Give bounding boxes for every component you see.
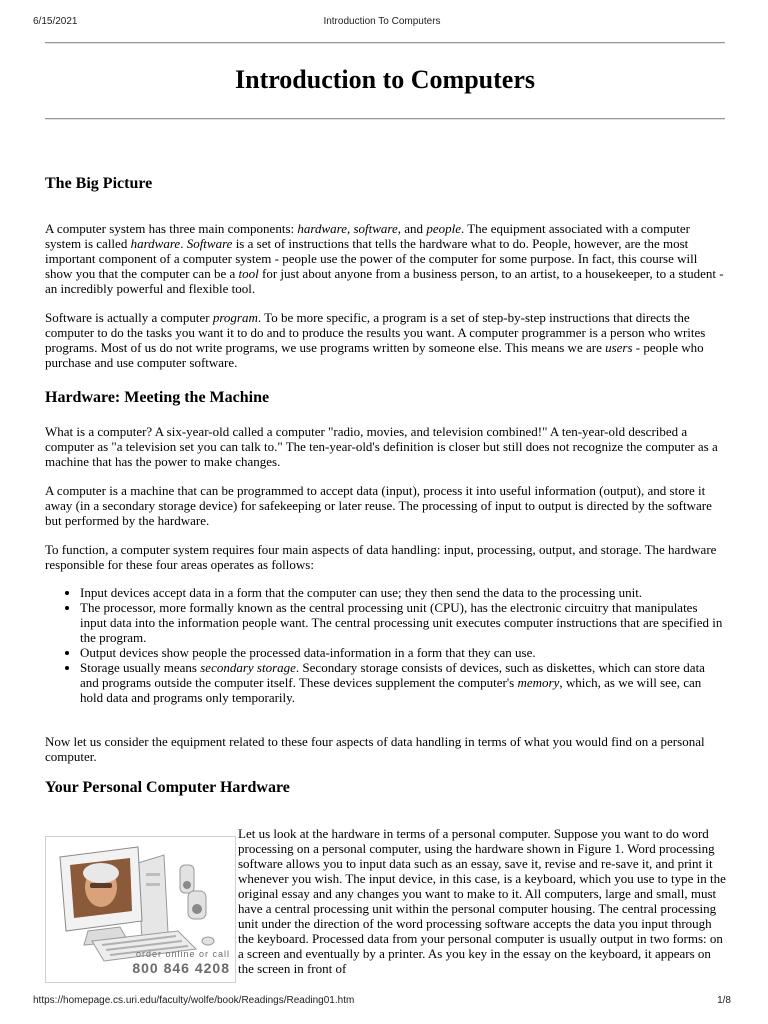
print-header [33,16,731,30]
paragraph-what-is-computer: What is a computer? A six-year-old called a computer "radio, movies, and television combined!" A ten-year-old described a computer as "a television set you can talk to." The ten-year-old's definition is closer but still does not recognize the computer as a machine that has the power to make changes. [45,424,718,469]
figure-caption-order: order online or call [135,949,230,959]
figure-1-computer-image [45,836,236,983]
list-item-storage: • Storage usually means secondary storage. Secondary storage consists of devices, such as diskettes, which can store data and programs outside the computer itself. These devices supplement the computer's memory, which, as we will see, can hold data and programs only temporarily. [80,660,725,705]
paragraph-personal-hardware: order online or call 800 846 4208 Let us look at the hardware in terms of a personal computer. Suppose you want to do word processing on a personal computer, using the hardware shown in Figure 1. Word processing software allows you to input data such as an essay, save it, revise and re-save it, and print it whenever you wish. The input device, in this case, is a keyboard, which you use to type in the original essay and any changes you want to make to it. All computers, large and small, must have a central processing unit within the personal computer housing. The central processing unit under the direction of the word processing software accepts the data you input through the keyboard. Processed data from your personal computer is usually output in two forms: on a screen and eventually by a printer. As you key in the essay on the keyboard, it appears on the screen in front of [45,826,729,976]
page-title: Introduction to Computers [235,65,535,94]
paragraph-software: Software is actually a computer program. To be more specific, a program is a set of step-by-step instructions that directs the computer to do the tasks you want it to do and to produce the results you want. A computer programmer is a person who writes programs. Most of us do not write programs, we use programs written by someone else. This means we are users - people who purchase and use computer software. [45,310,706,370]
heading-big-picture: The Big Picture [45,175,153,192]
list-item-input: • Input devices accept data in a form that the computer can use; they then send the data to the processing unit. [80,585,725,600]
paragraph-equipment-intro: Now let us consider the equipment related to these four aspects of data handling in terms of what you would find on a personal computer. [45,734,705,764]
print-url: https://homepage.cs.uri.edu/faculty/wolfe/book/Readings/Reading01.htm [33,995,355,1006]
top-divider [45,42,725,44]
print-title: Introduction To Computers [323,16,441,27]
figure-caption-phone: 800 846 4208 [132,960,230,976]
heading-personal-computer: Your Personal Computer Hardware [45,779,290,796]
list-item-processor: • The processor, more formally known as the central processing unit (CPU), has the electronic circuitry that manipulates input data into the information people want. The central processing unit executes computer instructions that are specified in the program. [80,600,725,645]
paragraph-components: A computer system has three main components: hardware, software, and people. The equipment associated with a computer system is called hardware. Software is a set of instructions that tells the hardware what to do. People, however, are the most important component of a computer system - people use the power of the computer for some purpose. In fact, this course will show you that the computer can be a tool for just about anyone from a business person, to an artist, to a housekeeper, to a student - an incredibly powerful and flexible tool. [45,221,724,296]
title-divider [45,118,725,120]
data-handling-list [45,585,725,705]
page-number: 1/8 [717,995,731,1006]
paragraph-four-aspects: To function, a computer system requires four main aspects of data handling: input, processing, output, and storage. The hardware responsible for these four areas operates as follows: [45,542,717,572]
heading-hardware: Hardware: Meeting the Machine [45,389,270,406]
list-item-output: • Output devices show people the processed data-information in a form that they can use. [80,645,725,660]
document-body [45,42,725,983]
print-footer [33,995,731,1009]
print-date: 6/15/2021 [33,16,78,27]
paragraph-computer-definition: A computer is a machine that can be programmed to accept data (input), process it into useful information (output), and store it away (in a secondary storage device) for safekeeping or later reuse. The processing of input to output is directed by the software but performed by the hardware. [45,483,712,528]
